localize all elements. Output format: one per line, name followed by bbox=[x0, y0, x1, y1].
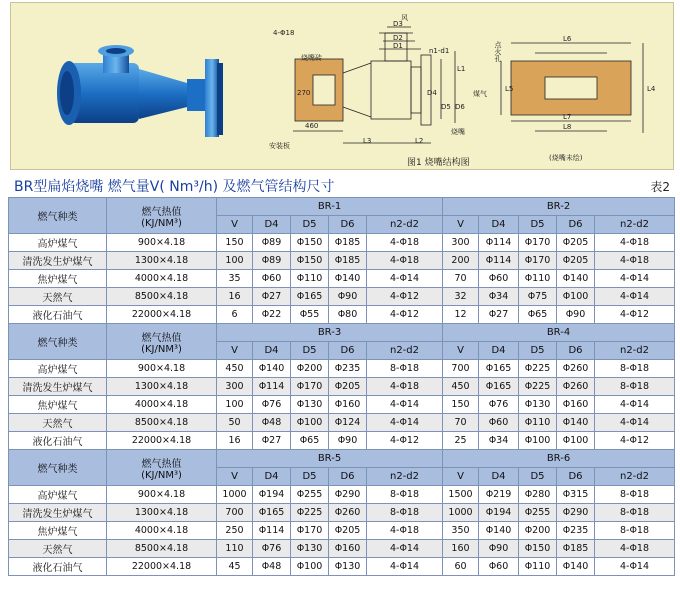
value-cell: Φ80 bbox=[329, 306, 367, 324]
value-cell: 4-Φ14 bbox=[367, 270, 443, 288]
value-cell: Φ160 bbox=[329, 540, 367, 558]
value-cell: 8-Φ18 bbox=[595, 378, 675, 396]
value-cell: Φ90 bbox=[329, 288, 367, 306]
table-title-row bbox=[10, 174, 674, 196]
table-row bbox=[9, 288, 675, 306]
spec-table-container bbox=[8, 197, 674, 576]
value-cell: Φ48 bbox=[253, 414, 291, 432]
column-header: D4 bbox=[253, 468, 291, 486]
value-cell: Φ255 bbox=[291, 486, 329, 504]
column-header: D4 bbox=[253, 342, 291, 360]
value-cell: 16 bbox=[217, 288, 253, 306]
value-cell: Φ110 bbox=[519, 414, 557, 432]
label-bolt-holes: 4-Φ18 bbox=[273, 29, 295, 37]
value-cell: Φ100 bbox=[291, 558, 329, 576]
heat-value-header bbox=[107, 324, 217, 360]
value-cell: Φ130 bbox=[291, 540, 329, 558]
value-cell: 50 bbox=[217, 414, 253, 432]
value-cell: Φ170 bbox=[519, 252, 557, 270]
value-cell: Φ185 bbox=[557, 540, 595, 558]
value-cell: Φ22 bbox=[253, 306, 291, 324]
value-cell: 4-Φ18 bbox=[367, 522, 443, 540]
value-cell: 1500 bbox=[443, 486, 479, 504]
value-cell: Φ130 bbox=[329, 558, 367, 576]
value-cell: 4-Φ18 bbox=[595, 252, 675, 270]
value-cell: Φ130 bbox=[519, 396, 557, 414]
heat-value-cell: 8500×4.18 bbox=[107, 414, 217, 432]
column-header: D6 bbox=[329, 342, 367, 360]
value-cell: Φ260 bbox=[557, 360, 595, 378]
group-header-row bbox=[9, 450, 675, 468]
value-cell: Φ260 bbox=[329, 504, 367, 522]
value-cell: Φ140 bbox=[557, 558, 595, 576]
heat-value-header-label: 燃气热值 bbox=[141, 332, 182, 344]
value-cell: Φ48 bbox=[253, 558, 291, 576]
value-cell: Φ185 bbox=[329, 252, 367, 270]
table-row bbox=[9, 522, 675, 540]
column-header: D6 bbox=[329, 216, 367, 234]
value-cell: 4-Φ14 bbox=[595, 558, 675, 576]
value-cell: 150 bbox=[443, 396, 479, 414]
value-cell: 45 bbox=[217, 558, 253, 576]
value-cell: Φ76 bbox=[253, 540, 291, 558]
value-cell: 100 bbox=[217, 396, 253, 414]
value-cell: 8-Φ18 bbox=[367, 504, 443, 522]
value-cell: Φ27 bbox=[253, 432, 291, 450]
label-dim-460: 460 bbox=[305, 122, 319, 130]
model-group-right: BR-6 bbox=[443, 450, 675, 468]
label-not-drawn: (烧嘴未绘) bbox=[549, 154, 583, 162]
value-cell: 4-Φ14 bbox=[595, 396, 675, 414]
model-group-right: BR-2 bbox=[443, 198, 675, 216]
fuel-type-cell: 高炉煤气 bbox=[9, 234, 107, 252]
column-header: D4 bbox=[479, 216, 519, 234]
value-cell: 700 bbox=[217, 504, 253, 522]
column-header: D6 bbox=[557, 468, 595, 486]
value-cell: Φ65 bbox=[291, 432, 329, 450]
heat-value-cell: 4000×4.18 bbox=[107, 270, 217, 288]
value-cell: Φ140 bbox=[479, 522, 519, 540]
value-cell: 4-Φ18 bbox=[595, 234, 675, 252]
group-header-row bbox=[9, 198, 675, 216]
value-cell: 8-Φ18 bbox=[367, 360, 443, 378]
value-cell: Φ235 bbox=[329, 360, 367, 378]
fuel-type-cell: 焦炉煤气 bbox=[9, 396, 107, 414]
value-cell: 450 bbox=[443, 378, 479, 396]
value-cell: Φ194 bbox=[479, 504, 519, 522]
value-cell: Φ124 bbox=[329, 414, 367, 432]
label-l7: L7 bbox=[563, 113, 572, 121]
fuel-type-cell: 液化石油气 bbox=[9, 306, 107, 324]
value-cell: Φ185 bbox=[329, 234, 367, 252]
value-cell: 8-Φ18 bbox=[595, 522, 675, 540]
table-row bbox=[9, 252, 675, 270]
value-cell: Φ205 bbox=[557, 234, 595, 252]
burner-structure-figure bbox=[10, 2, 674, 170]
value-cell: Φ100 bbox=[557, 288, 595, 306]
value-cell: Φ205 bbox=[329, 522, 367, 540]
heat-value-cell: 22000×4.18 bbox=[107, 432, 217, 450]
value-cell: 4-Φ14 bbox=[595, 414, 675, 432]
heat-value-cell: 900×4.18 bbox=[107, 486, 217, 504]
value-cell: Φ140 bbox=[557, 270, 595, 288]
model-group-left: BR-5 bbox=[217, 450, 443, 468]
value-cell: Φ225 bbox=[291, 504, 329, 522]
column-header: V bbox=[217, 216, 253, 234]
value-cell: Φ34 bbox=[479, 288, 519, 306]
value-cell: Φ27 bbox=[479, 306, 519, 324]
heat-value-cell: 900×4.18 bbox=[107, 234, 217, 252]
value-cell: 4-Φ14 bbox=[367, 540, 443, 558]
value-cell: 12 bbox=[443, 306, 479, 324]
column-header: n2-d2 bbox=[367, 468, 443, 486]
value-cell: Φ150 bbox=[291, 252, 329, 270]
value-cell: Φ140 bbox=[253, 360, 291, 378]
value-cell: Φ100 bbox=[291, 414, 329, 432]
heat-value-cell: 1300×4.18 bbox=[107, 252, 217, 270]
value-cell: Φ290 bbox=[557, 504, 595, 522]
value-cell: 70 bbox=[443, 270, 479, 288]
fuel-type-cell: 液化石油气 bbox=[9, 558, 107, 576]
table-row bbox=[9, 360, 675, 378]
value-cell: Φ200 bbox=[519, 522, 557, 540]
value-cell: Φ194 bbox=[253, 486, 291, 504]
value-cell: Φ60 bbox=[479, 414, 519, 432]
heat-value-cell: 1300×4.18 bbox=[107, 504, 217, 522]
value-cell: 4-Φ12 bbox=[367, 288, 443, 306]
label-inspection: 点火孔 bbox=[494, 41, 502, 62]
value-cell: 25 bbox=[443, 432, 479, 450]
label-gas: 煤气 bbox=[473, 90, 487, 98]
column-header: D5 bbox=[519, 468, 557, 486]
table-row bbox=[9, 270, 675, 288]
value-cell: Φ235 bbox=[557, 522, 595, 540]
column-header: V bbox=[217, 468, 253, 486]
fuel-type-cell: 高炉煤气 bbox=[9, 360, 107, 378]
column-header: n2-d2 bbox=[367, 216, 443, 234]
fuel-type-header: 燃气种类 bbox=[9, 324, 107, 360]
value-cell: Φ76 bbox=[253, 396, 291, 414]
value-cell: 4-Φ12 bbox=[595, 306, 675, 324]
value-cell: 35 bbox=[217, 270, 253, 288]
heat-value-cell: 22000×4.18 bbox=[107, 306, 217, 324]
heat-value-header-label: 燃气热值 bbox=[141, 458, 182, 470]
label-d4: D4 bbox=[427, 89, 437, 97]
table-row bbox=[9, 378, 675, 396]
table-row bbox=[9, 306, 675, 324]
fuel-type-cell: 天然气 bbox=[9, 288, 107, 306]
value-cell: 60 bbox=[443, 558, 479, 576]
value-cell: Φ170 bbox=[519, 234, 557, 252]
model-group-left: BR-3 bbox=[217, 324, 443, 342]
value-cell: Φ160 bbox=[329, 396, 367, 414]
column-header: D5 bbox=[291, 216, 329, 234]
table-title: BR型扁焰烧嘴 燃气量V( Nm³/h) 及燃气管结构尺寸 bbox=[14, 179, 335, 195]
value-cell: Φ60 bbox=[479, 270, 519, 288]
value-cell: Φ219 bbox=[479, 486, 519, 504]
value-cell: 8-Φ18 bbox=[367, 486, 443, 504]
group-header-row bbox=[9, 324, 675, 342]
value-cell: Φ165 bbox=[479, 378, 519, 396]
value-cell: 4-Φ14 bbox=[595, 270, 675, 288]
value-cell: 4-Φ14 bbox=[367, 414, 443, 432]
table-row bbox=[9, 234, 675, 252]
value-cell: Φ90 bbox=[329, 432, 367, 450]
table-row bbox=[9, 432, 675, 450]
value-cell: 4-Φ18 bbox=[367, 378, 443, 396]
label-air: 风 bbox=[401, 14, 408, 22]
value-cell: 700 bbox=[443, 360, 479, 378]
value-cell: Φ150 bbox=[291, 234, 329, 252]
label-n1d1: n1-d1 bbox=[429, 47, 450, 55]
table-number: 表2 bbox=[650, 180, 670, 194]
column-header: V bbox=[443, 342, 479, 360]
heat-value-cell: 8500×4.18 bbox=[107, 540, 217, 558]
column-header: V bbox=[217, 342, 253, 360]
value-cell: Φ27 bbox=[253, 288, 291, 306]
heat-value-cell: 8500×4.18 bbox=[107, 288, 217, 306]
value-cell: 4-Φ14 bbox=[595, 288, 675, 306]
fuel-type-cell: 高炉煤气 bbox=[9, 486, 107, 504]
label-d6: D6 bbox=[455, 103, 465, 111]
column-header: D5 bbox=[291, 342, 329, 360]
value-cell: Φ165 bbox=[479, 360, 519, 378]
label-dim-270: 270 bbox=[297, 89, 311, 97]
value-cell: Φ140 bbox=[329, 270, 367, 288]
value-cell: Φ225 bbox=[519, 360, 557, 378]
fuel-type-cell: 焦炉煤气 bbox=[9, 270, 107, 288]
column-header: D5 bbox=[291, 468, 329, 486]
value-cell: Φ60 bbox=[479, 558, 519, 576]
fuel-type-cell: 液化石油气 bbox=[9, 432, 107, 450]
value-cell: 6 bbox=[217, 306, 253, 324]
value-cell: Φ100 bbox=[557, 432, 595, 450]
table-row bbox=[9, 540, 675, 558]
label-d1: D1 bbox=[393, 42, 403, 50]
label-l3: L3 bbox=[363, 137, 372, 145]
column-header: D5 bbox=[519, 216, 557, 234]
fuel-type-cell: 天然气 bbox=[9, 540, 107, 558]
fuel-type-cell: 清洗发生炉煤气 bbox=[9, 504, 107, 522]
heat-value-cell: 1300×4.18 bbox=[107, 378, 217, 396]
value-cell: 150 bbox=[217, 234, 253, 252]
fuel-type-cell: 清洗发生炉煤气 bbox=[9, 378, 107, 396]
label-d3: D3 bbox=[393, 20, 403, 28]
value-cell: Φ110 bbox=[519, 558, 557, 576]
column-header: V bbox=[443, 468, 479, 486]
column-header: D5 bbox=[519, 342, 557, 360]
value-cell: Φ170 bbox=[291, 378, 329, 396]
table-row bbox=[9, 558, 675, 576]
column-header: D6 bbox=[329, 468, 367, 486]
value-cell: 250 bbox=[217, 522, 253, 540]
heat-value-header-unit: (KJ/NM³) bbox=[141, 217, 182, 229]
value-cell: Φ165 bbox=[291, 288, 329, 306]
column-header: D6 bbox=[557, 342, 595, 360]
value-cell: Φ150 bbox=[519, 540, 557, 558]
model-group-right: BR-4 bbox=[443, 324, 675, 342]
fuel-type-header: 燃气种类 bbox=[9, 198, 107, 234]
label-l4: L4 bbox=[647, 85, 656, 93]
value-cell: Φ34 bbox=[479, 432, 519, 450]
value-cell: Φ225 bbox=[519, 378, 557, 396]
column-header: n2-d2 bbox=[595, 216, 675, 234]
column-header: n2-d2 bbox=[367, 342, 443, 360]
value-cell: 8-Φ18 bbox=[595, 360, 675, 378]
value-cell: Φ114 bbox=[253, 378, 291, 396]
value-cell: Φ90 bbox=[557, 306, 595, 324]
value-cell: 110 bbox=[217, 540, 253, 558]
model-group-left: BR-1 bbox=[217, 198, 443, 216]
spec-table-body bbox=[9, 198, 675, 576]
value-cell: Φ200 bbox=[291, 360, 329, 378]
value-cell: Φ315 bbox=[557, 486, 595, 504]
value-cell: 350 bbox=[443, 522, 479, 540]
value-cell: 4-Φ14 bbox=[367, 396, 443, 414]
value-cell: 32 bbox=[443, 288, 479, 306]
value-cell: Φ76 bbox=[479, 396, 519, 414]
value-cell: Φ114 bbox=[253, 522, 291, 540]
value-cell: Φ280 bbox=[519, 486, 557, 504]
value-cell: Φ75 bbox=[519, 288, 557, 306]
label-install-plate: 安装板 bbox=[269, 142, 290, 150]
value-cell: Φ110 bbox=[519, 270, 557, 288]
column-header: n2-d2 bbox=[595, 468, 675, 486]
value-cell: Φ205 bbox=[329, 378, 367, 396]
table-row bbox=[9, 396, 675, 414]
value-cell: 300 bbox=[217, 378, 253, 396]
value-cell: 4-Φ18 bbox=[367, 252, 443, 270]
value-cell: 200 bbox=[443, 252, 479, 270]
table-row bbox=[9, 504, 675, 522]
value-cell: 8-Φ18 bbox=[595, 486, 675, 504]
label-l2: L2 bbox=[415, 137, 424, 145]
value-cell: Φ89 bbox=[253, 234, 291, 252]
label-burner: 烧嘴 bbox=[451, 128, 465, 136]
label-nozzle-brick: 烧嘴砖 bbox=[301, 54, 322, 62]
label-l8: L8 bbox=[563, 123, 572, 131]
value-cell: 4-Φ18 bbox=[595, 540, 675, 558]
value-cell: 16 bbox=[217, 432, 253, 450]
value-cell: Φ110 bbox=[291, 270, 329, 288]
heat-value-cell: 900×4.18 bbox=[107, 360, 217, 378]
value-cell: Φ255 bbox=[519, 504, 557, 522]
value-cell: 160 bbox=[443, 540, 479, 558]
value-cell: Φ260 bbox=[557, 378, 595, 396]
label-l5: L5 bbox=[505, 85, 514, 93]
value-cell: 1000 bbox=[443, 504, 479, 522]
value-cell: 1000 bbox=[217, 486, 253, 504]
value-cell: Φ130 bbox=[291, 396, 329, 414]
value-cell: 4-Φ14 bbox=[367, 558, 443, 576]
value-cell: 100 bbox=[217, 252, 253, 270]
value-cell: 450 bbox=[217, 360, 253, 378]
value-cell: Φ205 bbox=[557, 252, 595, 270]
fuel-type-cell: 天然气 bbox=[9, 414, 107, 432]
table-row bbox=[9, 414, 675, 432]
value-cell: 4-Φ18 bbox=[367, 234, 443, 252]
value-cell: Φ290 bbox=[329, 486, 367, 504]
value-cell: Φ165 bbox=[253, 504, 291, 522]
value-cell: Φ170 bbox=[291, 522, 329, 540]
table-row bbox=[9, 486, 675, 504]
heat-value-header bbox=[107, 450, 217, 486]
heat-value-header-unit: (KJ/NM³) bbox=[141, 469, 182, 481]
label-l6: L6 bbox=[563, 35, 572, 43]
burner-technical-drawing bbox=[11, 3, 675, 171]
value-cell: 4-Φ12 bbox=[367, 432, 443, 450]
value-cell: Φ114 bbox=[479, 252, 519, 270]
value-cell: Φ55 bbox=[291, 306, 329, 324]
value-cell: Φ140 bbox=[557, 414, 595, 432]
value-cell: 8-Φ18 bbox=[595, 504, 675, 522]
figure-caption: 图1 烧嘴结构图 bbox=[407, 158, 470, 168]
label-d5: D5 bbox=[441, 103, 451, 111]
fuel-type-header: 燃气种类 bbox=[9, 450, 107, 486]
column-header: V bbox=[443, 216, 479, 234]
heat-value-cell: 4000×4.18 bbox=[107, 396, 217, 414]
value-cell: 4-Φ12 bbox=[595, 432, 675, 450]
label-l1: L1 bbox=[457, 65, 466, 73]
label-d2: D2 bbox=[393, 34, 403, 42]
value-cell: Φ100 bbox=[519, 432, 557, 450]
column-header: n2-d2 bbox=[595, 342, 675, 360]
spec-table bbox=[8, 197, 675, 576]
column-header: D4 bbox=[479, 342, 519, 360]
heat-value-header-label: 燃气热值 bbox=[141, 206, 182, 218]
value-cell: Φ89 bbox=[253, 252, 291, 270]
column-header: D4 bbox=[479, 468, 519, 486]
value-cell: Φ60 bbox=[253, 270, 291, 288]
value-cell: 70 bbox=[443, 414, 479, 432]
heat-value-header-unit: (KJ/NM³) bbox=[141, 343, 182, 355]
column-header: D4 bbox=[253, 216, 291, 234]
fuel-type-cell: 焦炉煤气 bbox=[9, 522, 107, 540]
value-cell: Φ114 bbox=[479, 234, 519, 252]
value-cell: Φ160 bbox=[557, 396, 595, 414]
heat-value-cell: 4000×4.18 bbox=[107, 522, 217, 540]
heat-value-header bbox=[107, 198, 217, 234]
value-cell: Φ90 bbox=[479, 540, 519, 558]
fuel-type-cell: 清洗发生炉煤气 bbox=[9, 252, 107, 270]
column-header: D6 bbox=[557, 216, 595, 234]
value-cell: 4-Φ12 bbox=[367, 306, 443, 324]
value-cell: Φ65 bbox=[519, 306, 557, 324]
value-cell: 300 bbox=[443, 234, 479, 252]
heat-value-cell: 22000×4.18 bbox=[107, 558, 217, 576]
